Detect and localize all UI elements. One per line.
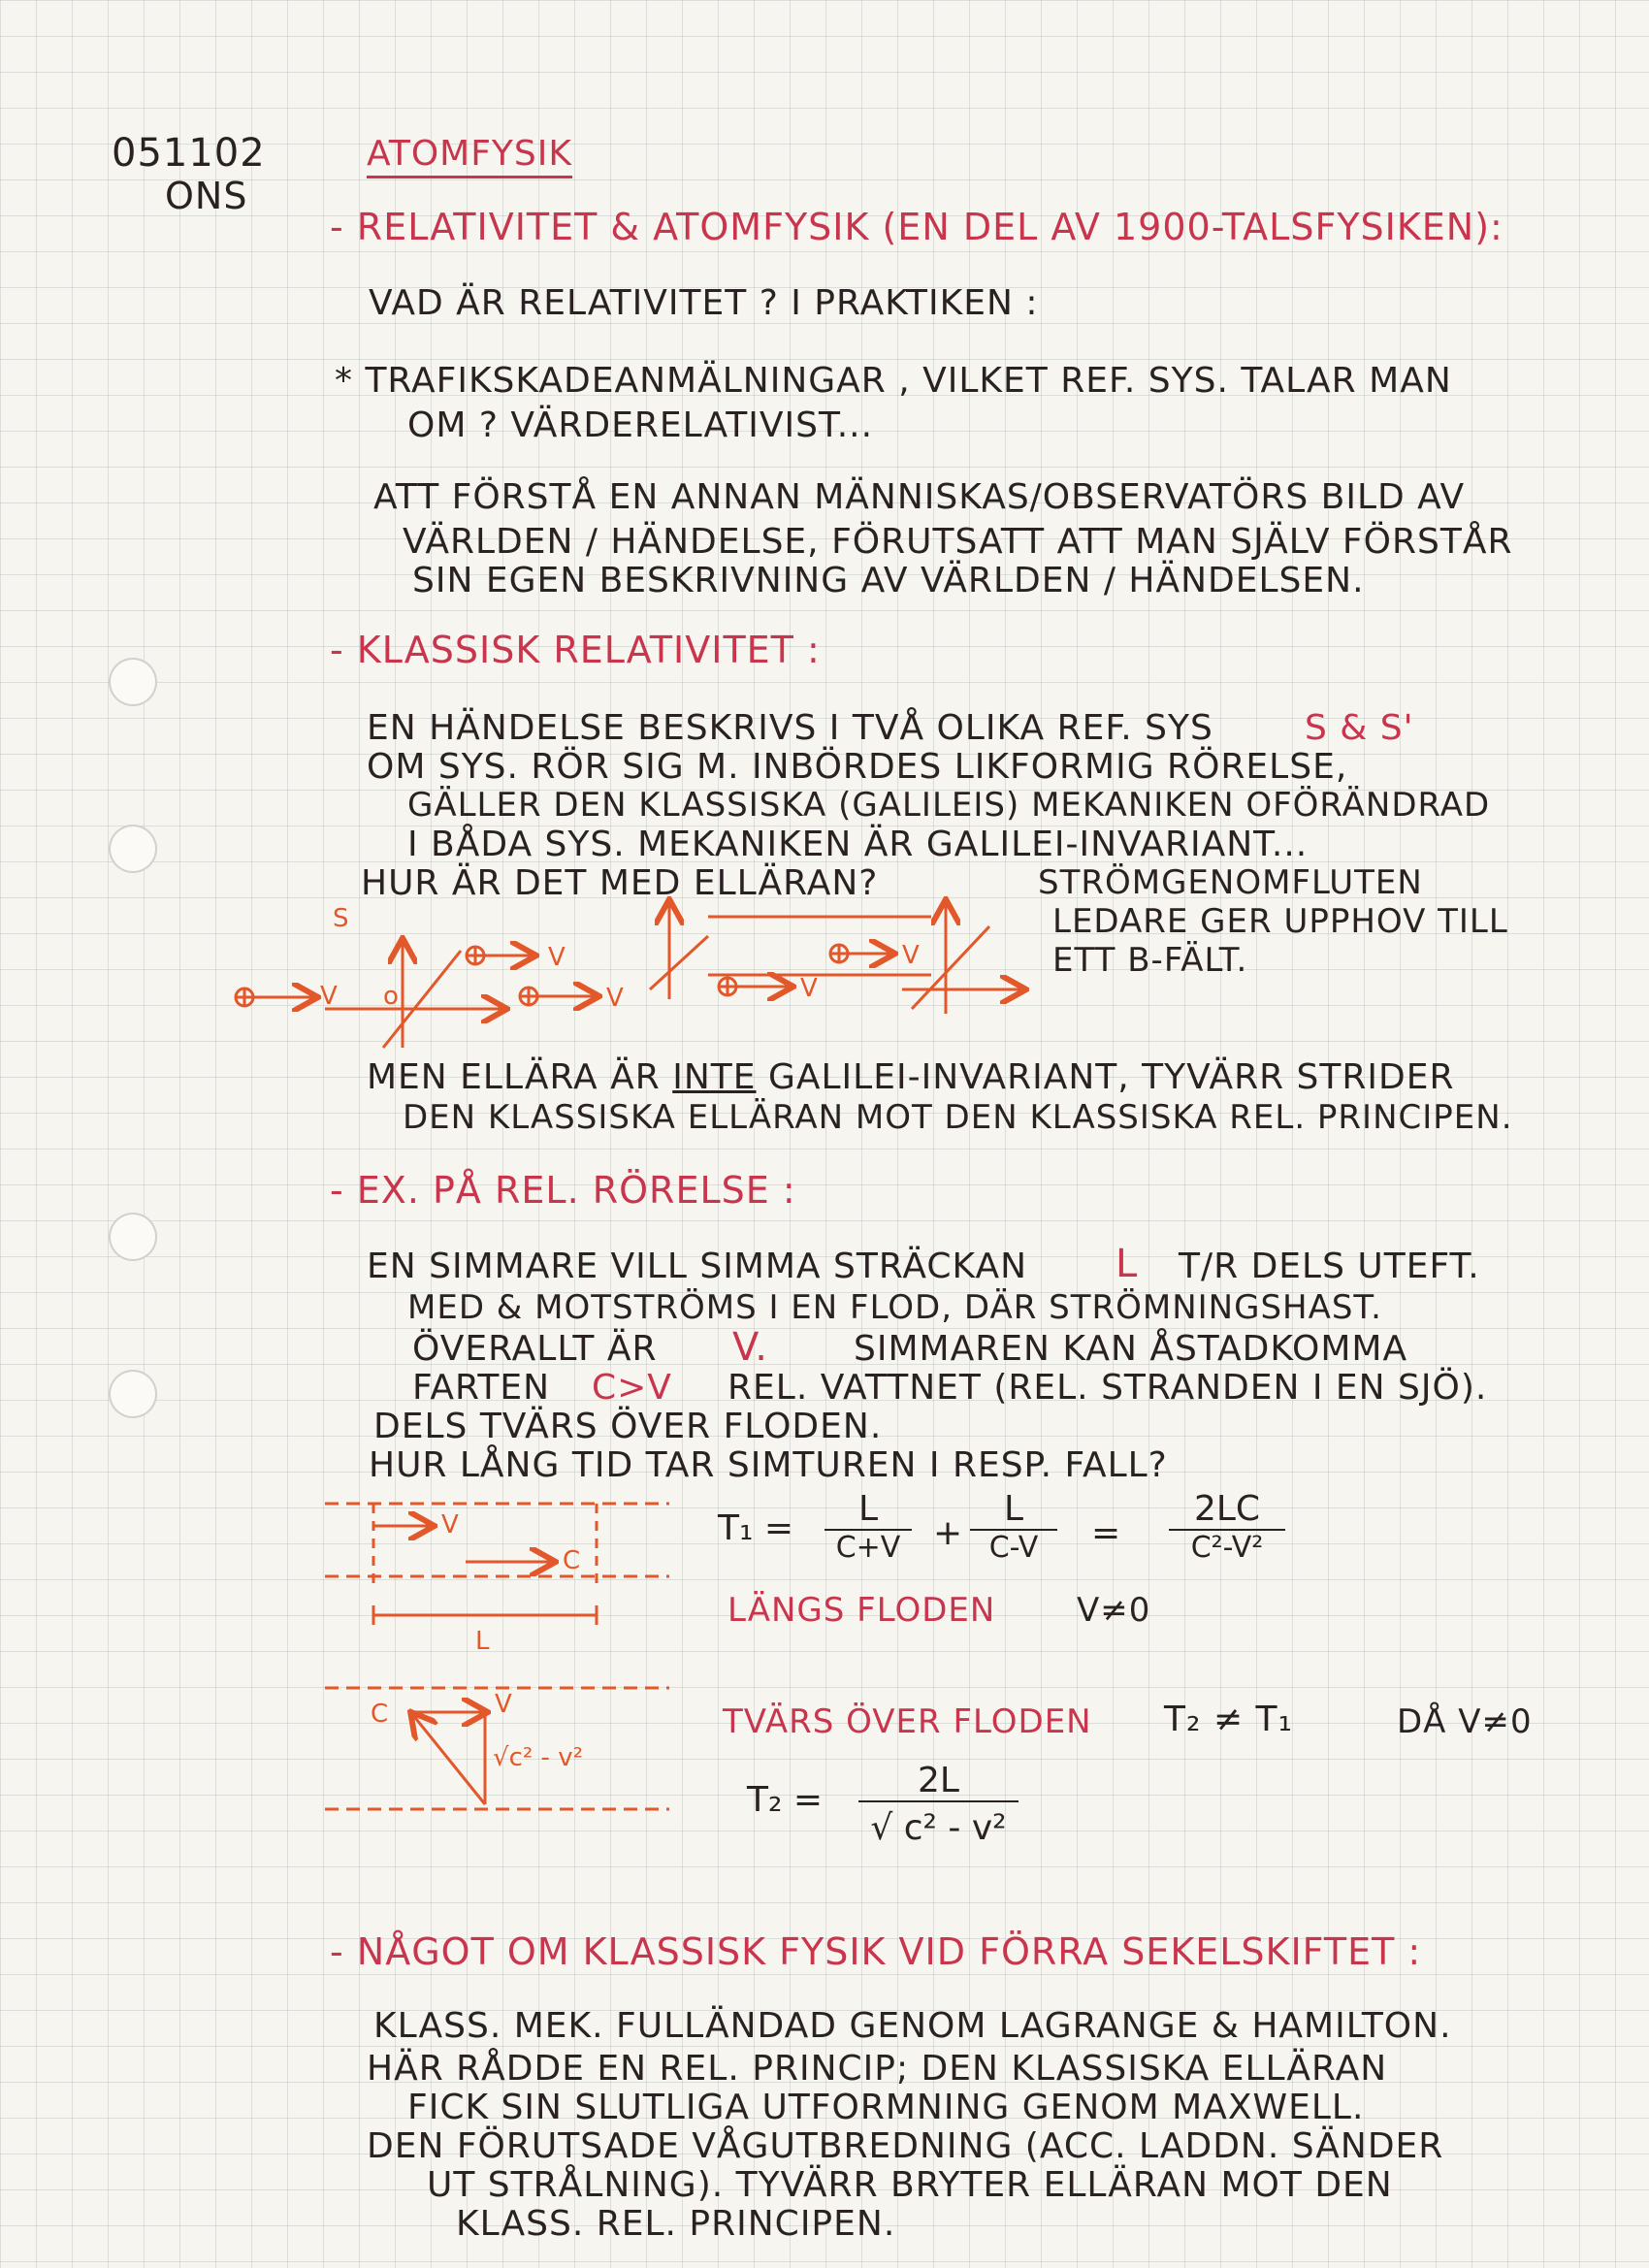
symbol-cv: C>V [592, 1368, 672, 1408]
along-river-diagram [320, 1499, 679, 1654]
text-line: VAD ÄR RELATIVITET ? I PRAKTIKEN : [369, 283, 1039, 323]
eq1-plus: + [933, 1513, 963, 1553]
label-L: L [475, 1627, 490, 1656]
side-note: STRÖMGENOMFLUTEN [1038, 863, 1423, 902]
eq1-frac3-num: 2LC [1169, 1489, 1285, 1531]
eq1-frac1-den: C+V [835, 1531, 901, 1565]
text-line: DEN FÖRUTSADE VÅGUTBREDNING (ACC. LADDN. SÄNDER [367, 2126, 1444, 2166]
text-line: FARTEN [412, 1368, 551, 1408]
weekday: ONS [165, 175, 248, 217]
label-c: C [563, 1546, 581, 1575]
punch-hole [109, 1213, 157, 1261]
text-line: * TRAFIKSKADEANMÄLNINGAR , VILKET REF. SYS. TALAR MAN [335, 361, 1452, 401]
label-v: V [441, 1510, 459, 1539]
text-line: HÄR RÅDDE EN REL. PRINCIP; DEN KLASSISKA ELLÄRAN [367, 2049, 1388, 2089]
eq1-frac1-num: L [824, 1489, 912, 1531]
text-line: HUR LÅNG TID TAR SIMTUREN I RESP. FALL? [369, 1445, 1168, 1485]
label-v: V [495, 1690, 512, 1719]
eq1-frac3 [1169, 1489, 1285, 1565]
text-line: DELS TVÄRS ÖVER FLODEN. [373, 1407, 883, 1446]
label-v: V [606, 984, 624, 1013]
text-line: UT STRÅLNING). TYVÄRR BRYTER ELLÄRAN MOT DEN [427, 2165, 1393, 2205]
note-along-river: LÄNGS FLODEN [728, 1591, 996, 1630]
section-heading-classical-physics: - NÅGOT OM KLASSISK FYSIK VID FÖRRA SEKELSKIFTET : [330, 1930, 1422, 1973]
punch-hole [109, 658, 157, 706]
label-root: √c² - v² [493, 1743, 584, 1772]
punch-hole [109, 825, 157, 873]
eq1-lhs: T₁ = [718, 1508, 794, 1548]
conclusion-c: GALILEI-INVARIANT, TYVÄRR STRIDER [767, 1057, 1455, 1097]
eq1-frac3-den: C²-V² [1190, 1531, 1264, 1565]
section-heading-relativity: - RELATIVITET & ATOMFYSIK (EN DEL AV 1900-TALSFYSIKEN): [330, 206, 1504, 248]
conclusion-inte: INTE [672, 1057, 757, 1097]
label-v: V [320, 982, 338, 1011]
conclusion-a: MEN ELLÄRA ÄR [367, 1057, 661, 1097]
note-v-nonzero: V≠0 [1077, 1591, 1151, 1630]
text-line: VÄRLDEN / HÄNDELSE, FÖRUTSATT ATT MAN SJÄLV FÖRSTÅR [403, 522, 1513, 562]
note-when-v-nonzero: DÅ V≠0 [1397, 1702, 1533, 1741]
text-line: MED & MOTSTRÖMS I EN FLOD, DÄR STRÖMNINGSHAST. [407, 1288, 1382, 1327]
eq2-num: 2L [858, 1761, 1018, 1802]
label-s: S [333, 904, 349, 933]
text-line: EN HÄNDELSE BESKRIVS I TVÅ OLIKA REF. SYS [367, 708, 1213, 748]
date: 051102 [112, 131, 266, 176]
eq2-lhs: T₂ = [747, 1780, 824, 1820]
text-line: OM SYS. RÖR SIG M. INBÖRDES LIKFORMIG RÖRELSE, [367, 747, 1348, 787]
section-heading-example: - EX. PÅ REL. RÖRELSE : [330, 1169, 796, 1212]
text-line: ÖVERALLT ÄR [412, 1329, 658, 1369]
text-line: ATT FÖRSTÅ EN ANNAN MÄNNISKAS/OBSERVATÖRS BILD AV [373, 477, 1466, 517]
label-v: V [548, 943, 566, 972]
note-across-river: TVÄRS ÖVER FLODEN [723, 1702, 1092, 1741]
text-line: EN SIMMARE VILL SIMMA STRÄCKAN [367, 1247, 1028, 1286]
label-v: V [800, 974, 818, 1003]
text-line: GÄLLER DEN KLASSISKA (GALILEIS) MEKANIKEN OFÖRÄNDRAD [407, 786, 1491, 825]
page-title: ATOMFYSIK [367, 134, 572, 178]
label-c: C [371, 1700, 389, 1729]
text-line: KLASS. MEK. FULLÄNDAD GENOM LAGRANGE & HAMILTON. [373, 2006, 1452, 2046]
text-line: KLASS. REL. PRINCIPEN. [456, 2204, 896, 2244]
ref-systems-label: S & S' [1305, 708, 1414, 748]
punch-hole [109, 1370, 157, 1418]
conclusion-line [367, 1057, 1455, 1097]
text-line: HUR ÄR DET MED ELLÄRAN? [361, 863, 879, 903]
eq1-frac1 [824, 1489, 912, 1565]
text-line: SIN EGEN BESKRIVNING AV VÄRLDEN / HÄNDELSEN. [412, 561, 1365, 600]
text-line: SIMMAREN KAN ÅSTADKOMMA [854, 1329, 1408, 1369]
eq2-frac [858, 1761, 1018, 1848]
note-t2-neq-t1: T₂ ≠ T₁ [1164, 1700, 1293, 1739]
side-note: LEDARE GER UPPHOV TILL [1052, 902, 1508, 941]
eq2-den: √ c² - v² [870, 1808, 1007, 1848]
eq1-equals: = [1091, 1513, 1121, 1553]
label-o: o [383, 982, 399, 1011]
eq1-frac2-num: L [970, 1489, 1057, 1531]
symbol-V: V. [732, 1325, 768, 1370]
conclusion-line: DEN KLASSISKA ELLÄRAN MOT DEN KLASSISKA REL. PRINCIPEN. [403, 1098, 1513, 1137]
text-line: REL. VATTNET (REL. STRANDEN I EN SJÖ). [728, 1368, 1488, 1408]
eq1-frac2 [970, 1489, 1057, 1565]
across-river-diagram [320, 1683, 679, 1819]
reference-frame-diagram [223, 897, 1057, 1053]
text-line: I BÅDA SYS. MEKANIKEN ÄR GALILEI-INVARIANT... [407, 825, 1309, 864]
text-line: OM ? VÄRDERELATIVIST... [407, 405, 874, 445]
symbol-L: L [1116, 1242, 1139, 1286]
eq1-frac2-den: C-V [988, 1531, 1039, 1565]
label-v: V [902, 941, 920, 970]
section-heading-classical-relativity: - KLASSISK RELATIVITET : [330, 629, 821, 671]
text-line: FICK SIN SLUTLIGA UTFORMNING GENOM MAXWELL. [407, 2088, 1365, 2127]
text-line: T/R DELS UTEFT. [1179, 1247, 1480, 1286]
side-note: ETT B-FÄLT. [1052, 941, 1248, 980]
